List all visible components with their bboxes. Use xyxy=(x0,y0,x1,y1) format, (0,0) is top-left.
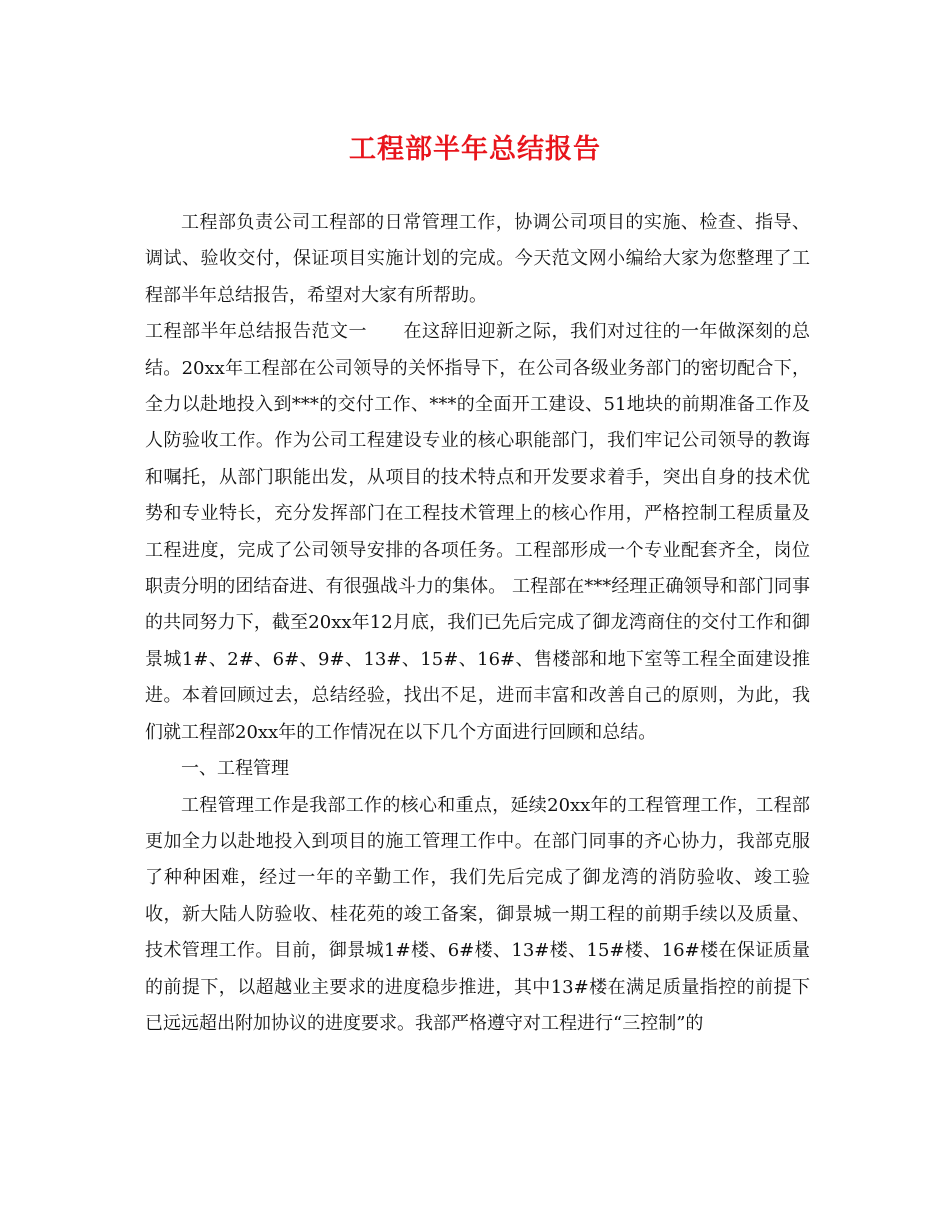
engineering-management-paragraph: 工程管理工作是我部工作的核心和重点，延续20xx年的工程管理工作，工程部更加全力以赴地投入到项目的施工管理工作中。在部门同事的齐心协力，我部克服了种种困难，经过一年的辛勤工作，我们先后完成了御龙湾的消防验收、竣工验收，新大陆人防验收、桂花苑的竣工备案，御景城一期工程的前期手续以及质量、技术管理工作。目前，御景城1#楼、6#楼、13#楼、15#楼、16#楼在保证质量的前提下，以超越业主要求的进度稳步推进，其中13#楼在满足质量指控的前提下已远远超出附加协议的进度要求。我部严格遵守对工程进行“三控制”的 xyxy=(145,794,810,1034)
sample-heading: 工程部半年总结报告范文一 xyxy=(145,321,367,343)
document-body xyxy=(145,205,810,1042)
document-title: 工程部半年总结报告 xyxy=(349,134,601,165)
sample-body: 20xx年工程部在公司领导的关怀指导下，在公司各级业务部门的密切配合下，全力以赴地投入到***的交付工作、***的全面开工建设、51地块的前期准备工作及人防验收工作。作为公司工程建设专业的核心职能部门，我们牢记公司领导的教诲和嘱托，从部门职能出发，从项目的技术特点和开发要求着手，突出自身的技术优势和专业特长，充分发挥部门在工程技术管理上的核心作用，严格控制工程质量及工程进度，完成了公司领导安排的各项任务。工程部形成一个专业配套齐全，岗位职责分明的团结奋进、有很强战斗力的集体。 工程部在***经理正确领导和部门同事的共同努力下，截至20xx年12月底，我们已先后完成了御龙湾商住的交付工作和御景城1#、2#、6#、9#、13#、15#、16#、售楼部和地下室等工程全面建设推进。本着回顾过去，总结经验，找出不足，进而丰富和改善自己的原则，为此，我们就工程部20xx年的工作情况在以下几个方面进行回顾和总结。 xyxy=(145,357,810,743)
intro-paragraph: 工程部负责公司工程部的日常管理工作，协调公司项目的实施、检查、指导、调试、验收交付，保证项目实施计划的完成。今天范文网小编给大家为您整理了工程部半年总结报告，希望对大家有所帮助。 xyxy=(145,212,810,306)
sample-opening: 在这辞旧迎新之际，我们对过往的一年做深刻的总结。 xyxy=(145,321,810,379)
section-heading-engineering-management: 一、工程管理 xyxy=(181,758,289,780)
sample-one-paragraph xyxy=(145,314,810,751)
